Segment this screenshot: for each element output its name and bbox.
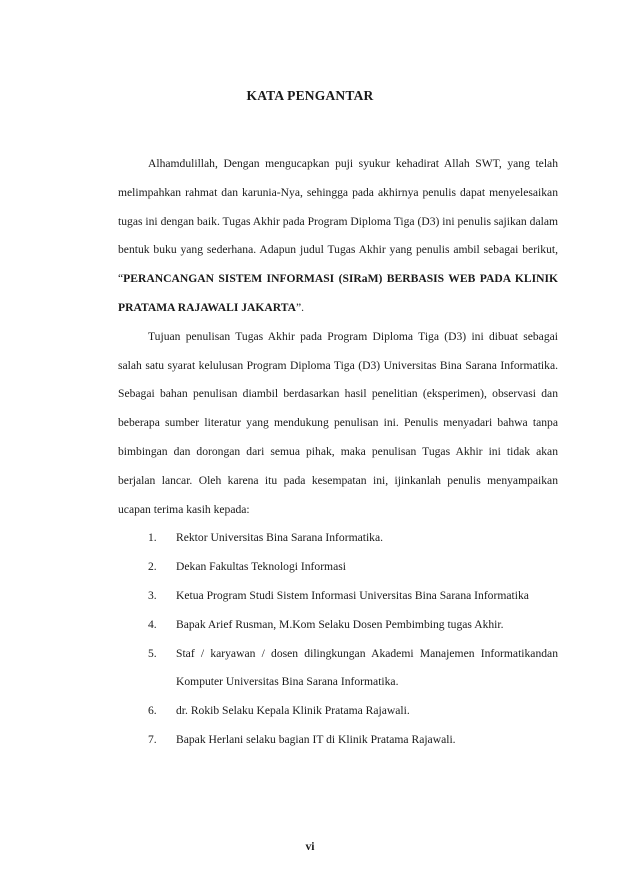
list-item-text: Bapak Herlani selaku bagian IT di Klinik Pratama Rajawali. (176, 732, 456, 746)
list-item-number: 1. (148, 531, 157, 545)
page-number: vi (305, 840, 315, 853)
list-item-number: 5. (148, 646, 157, 660)
list-item (118, 640, 558, 698)
list-item-text: Ketua Program Studi Sistem Informasi Universitas Bina Sarana Informatika (176, 588, 529, 602)
list-item-number: 7. (148, 732, 157, 746)
list-item-text: Dekan Fakultas Teknologi Informasi (176, 560, 346, 574)
acknowledgement-list (118, 524, 558, 754)
intro-closing: ”. (296, 300, 305, 314)
list-item (118, 726, 558, 755)
intro-paragraph (118, 150, 558, 323)
intro-text: Alhamdulillah, Dengan mengucapkan puji syukur kehadirat Allah SWT, yang telah melimpahkan rahmat dan karunia-Nya, sehingga pada akhirnya penulis dapat menyelesaikan tugas ini dengan baik. Tugas Akhir pada Program Diploma Tiga (D3) ini penulis sajikan dalam bentuk buku yang sederhana. Adapun judul Tugas Akhir yang penulis ambil sebagai berikut, “ (118, 157, 558, 286)
document-body (118, 150, 558, 755)
list-item-text: Staf / karyawan / dosen dilingkungan Akademi Manajemen Informatikandan Komputer Universitas Bina Sarana Informatika. (176, 646, 558, 689)
list-item-number: 3. (148, 588, 157, 602)
list-item-number: 6. (148, 704, 157, 718)
list-item (118, 582, 558, 611)
list-item-text: Rektor Universitas Bina Sarana Informatika. (176, 531, 384, 545)
purpose-paragraph: Tujuan penulisan Tugas Akhir pada Program Diploma Tiga (D3) ini dibuat sebagai salah satu syarat kelulusan Program Diploma Tiga (D3) Universitas Bina Sarana Informatika. Sebagai bahan penulisan diambil berdasarkan hasil penelitian (eksperimen), observasi dan beberapa sumber literatur yang mendukung penulisan ini. Penulis menyadari bahwa tanpa bimbingan dan dorongan dari semua pihak, maka penulisan Tugas Akhir ini tidak akan berjalan lancar. Oleh karena itu pada kesempatan ini, ijinkanlah penulis menyampaikan ucapan terima kasih kepada: (118, 329, 558, 516)
list-item (118, 524, 558, 553)
thesis-title: PERANCANGAN SISTEM INFORMASI (SIRaM) BERBASIS WEB PADA KLINIK PRATAMA RAJAWALI JAKARTA (118, 272, 558, 314)
list-item-text: Bapak Arief Rusman, M.Kom Selaku Dosen Pembimbing tugas Akhir. (176, 617, 504, 631)
page-title: KATA PENGANTAR (246, 88, 374, 103)
list-item (118, 697, 558, 726)
list-item (118, 553, 558, 582)
list-item-number: 4. (148, 617, 157, 631)
list-item-number: 2. (148, 560, 157, 574)
list-item-text: dr. Rokib Selaku Kepala Klinik Pratama Rajawali. (176, 704, 410, 718)
list-item (118, 611, 558, 640)
